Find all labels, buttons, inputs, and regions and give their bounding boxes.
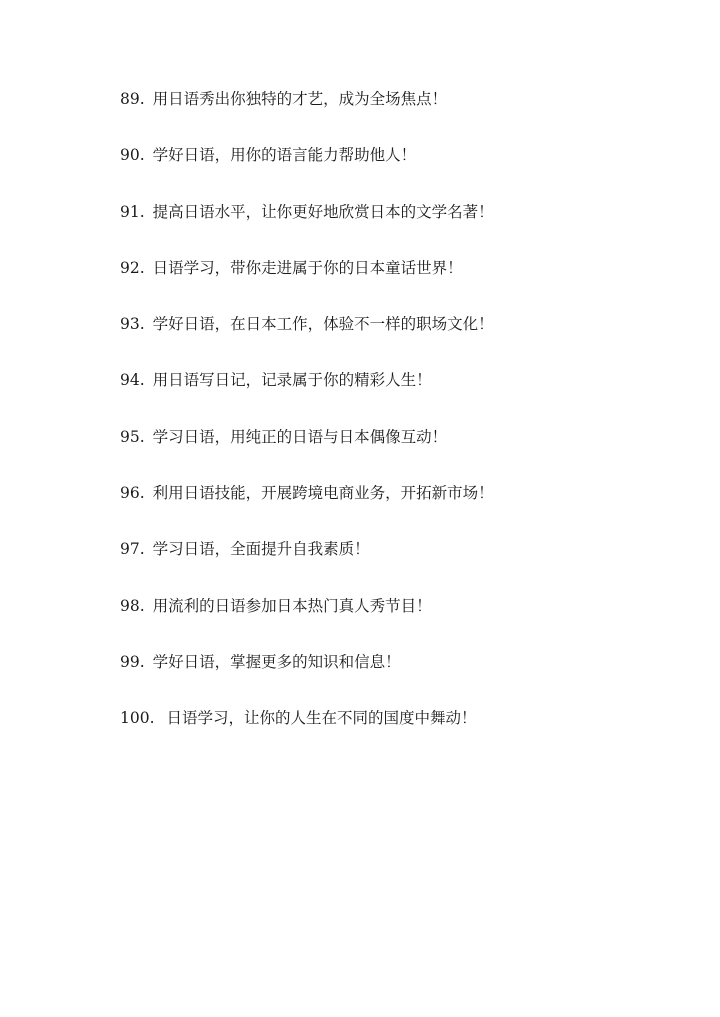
item-text: 学好日语，在日本工作，体验不一样的职场文化！ bbox=[152, 315, 494, 334]
item-text: 用日语写日记，记录属于你的精彩人生！ bbox=[152, 371, 432, 390]
item-text: 利用日语技能，开展跨境电商业务，开拓新市场！ bbox=[152, 484, 494, 503]
list-item bbox=[120, 255, 494, 311]
item-number: 93. bbox=[120, 315, 145, 334]
list-item bbox=[120, 424, 494, 480]
list-item bbox=[120, 86, 494, 142]
list-item bbox=[120, 311, 494, 367]
item-text: 学好日语，用你的语言能力帮助他人！ bbox=[152, 146, 417, 165]
list-item bbox=[120, 367, 494, 423]
item-number: 90. bbox=[120, 146, 145, 165]
item-number: 97. bbox=[120, 540, 145, 559]
item-text: 用日语秀出你独特的才艺，成为全场焦点！ bbox=[152, 90, 448, 108]
item-number: 96. bbox=[120, 484, 145, 503]
item-text: 日语学习，带你走进属于你的日本童话世界！ bbox=[152, 258, 463, 277]
list-item bbox=[120, 480, 494, 536]
item-number: 91. bbox=[120, 202, 145, 221]
item-text: 日语学习，让你的人生在不同的国度中舞动！ bbox=[166, 709, 477, 728]
item-text: 学好日语，掌握更多的知识和信息！ bbox=[152, 652, 401, 671]
item-number: 89. bbox=[120, 90, 145, 108]
item-number: 100. bbox=[120, 709, 155, 728]
slogan-list bbox=[120, 86, 494, 762]
item-number: 99. bbox=[120, 652, 145, 671]
list-item bbox=[120, 593, 494, 649]
item-number: 98. bbox=[120, 596, 145, 615]
item-text: 提高日语水平，让你更好地欣赏日本的文学名著！ bbox=[152, 202, 494, 221]
list-item bbox=[120, 199, 494, 255]
item-number: 95. bbox=[120, 427, 145, 446]
list-item bbox=[120, 142, 494, 198]
list-item bbox=[120, 536, 494, 592]
item-text: 学习日语，用纯正的日语与日本偶像互动！ bbox=[152, 427, 448, 446]
item-number: 94. bbox=[120, 371, 145, 390]
item-number: 92. bbox=[120, 258, 145, 277]
list-item bbox=[120, 649, 494, 705]
item-text: 学习日语，全面提升自我素质！ bbox=[152, 540, 370, 559]
item-text: 用流利的日语参加日本热门真人秀节目！ bbox=[152, 596, 432, 615]
list-item bbox=[120, 705, 494, 761]
